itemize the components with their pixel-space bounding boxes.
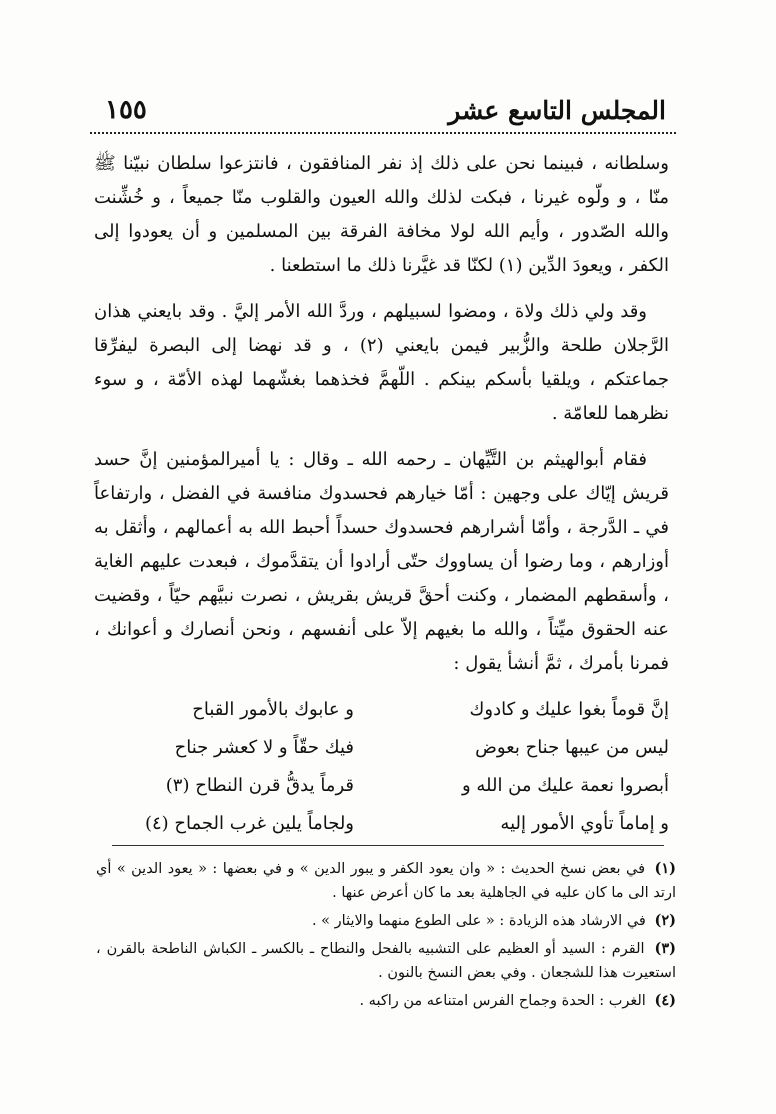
footnote-number: (٣) [654,940,676,957]
footnote-text: الغرب : الحدة وجماح الفرس امتناعه من راكبه . [359,993,646,1009]
footnote-text: القرم : السيد أو العظيم على التشبيه بالفحل والنطاح ـ بالكسر ـ الكباش الناطحة بالقرن ، استعيرت هذا للشجعان . وفي بعض النسخ بالنون . [96,941,676,981]
poem-first-hemistich: أبصروا نعمة عليك من الله و [461,775,669,796]
poem-verse [94,807,669,841]
poem-first-hemistich: ليس من عيبها جناح بعوض [475,737,669,758]
poem-second-hemistich: و عابوك بالأمور القباح [192,699,354,720]
page-header [105,88,666,132]
poem-second-hemistich: ولجاماً يلين غرب الجماح (٤) [144,813,354,834]
paragraph: فقام أبوالهيثم بن التَّيِّهان ـ رحمه الله ـ وقال : يا أميرالمؤمنين إنَّ حسد قريش إيّاك على وجهين : أمّا خيارهم فحسدوك منافسة في الفضل ، وارتفاعاً في ـ الدَّرجة ، وأمّا أشرارهم فحسدوك حسداً أحبط الله به أعمالهم ، وأثقل به أوزارهم ، وما رضوا أن يساووك حتّى أرادوا أن يتقدَّموك ، فبعدت عليهم الغاية ، وأسقطهم المضمار ، وكنت أحقَّ قريش بقريش ، نصرت نبيَّهم حيّاً ، وقضيت عنه الحقوق ميِّتاً ، والله ما بغيهم إلاّ على أنفسهم ، ونحن أنصارك و أعوانك ، فمرنا بأمرك ، ثمَّ أنشأ يقول : [94,449,669,674]
poem-second-hemistich: قرماً يدقُّ قرن النطاح (٣) [165,775,354,796]
poem [94,693,669,841]
paragraph: وقد ولي ذلك ولاة ، ومضوا لسبيلهم ، وردَّ الله الأمر إليَّ . وقد بايعني هذان الرَّجلان طلحة والزُّبير فيمن بايعني (٢) ، و قد نهضا إلى البصرة ليفرِّقا جماعتكم ، ويلقيا بأسكم بينكم . اللّهمَّ فخذهما بغشّهما لهذه الأمّة ، و سوء نظرهما للعامّة . [94,301,670,424]
footnote-number: (٢) [654,912,676,929]
running-title: المجلس التاسع عشر [448,95,666,125]
page-number: ١٥٥ [105,95,147,125]
header-divider [90,132,676,134]
footnote-text: في الارشاد هذه الزيادة : « على الطوع منهما والايثار » . [311,913,646,929]
main-text [94,147,669,845]
paragraph: وسلطانه ، فبينما نحن على ذلك إذ نفر المنافقون ، فانتزعوا سلطان نبيّنا ﷺ منّا ، و ولّوه غيرنا ، فبكت لذلك والله العيون والقلوب منّا جميعاً ، و خُشِّنت والله الصّدور ، وأيم الله لولا مخافة الفرقة بين المسلمين و أن يعودوا إلى الكفر ، ويعودَ الدِّين (١) لكنّا قد غيَّرنا ذلك ما استطعنا . [94,153,669,276]
footnote-number: (١) [654,860,676,877]
footnote [96,857,676,905]
footnote [96,909,676,933]
footnote-divider [112,845,664,846]
poem-first-hemistich: إنَّ قوماً بغوا عليك و كادوك [469,699,669,720]
poem-second-hemistich: فيك حقّاً و لا كعشر جناح [174,737,354,758]
poem-verse [94,769,669,803]
footnote [96,989,676,1013]
footnote-text: في بعض نسخ الحديث : « وان يعود الكفر و يبور الدين » و في بعضها : « يعود الدين » أي ارتد الى ما كان عليه في الجاهلية بعد ما كان أعرض عنها . [96,861,676,901]
poem-verse [94,731,669,765]
poem-first-hemistich: و إماماً تأوي الأمور إليه [500,813,669,834]
footnotes [96,857,676,1017]
footnote-number: (٤) [654,992,676,1009]
poem-verse [94,693,669,727]
footnote [96,937,676,985]
